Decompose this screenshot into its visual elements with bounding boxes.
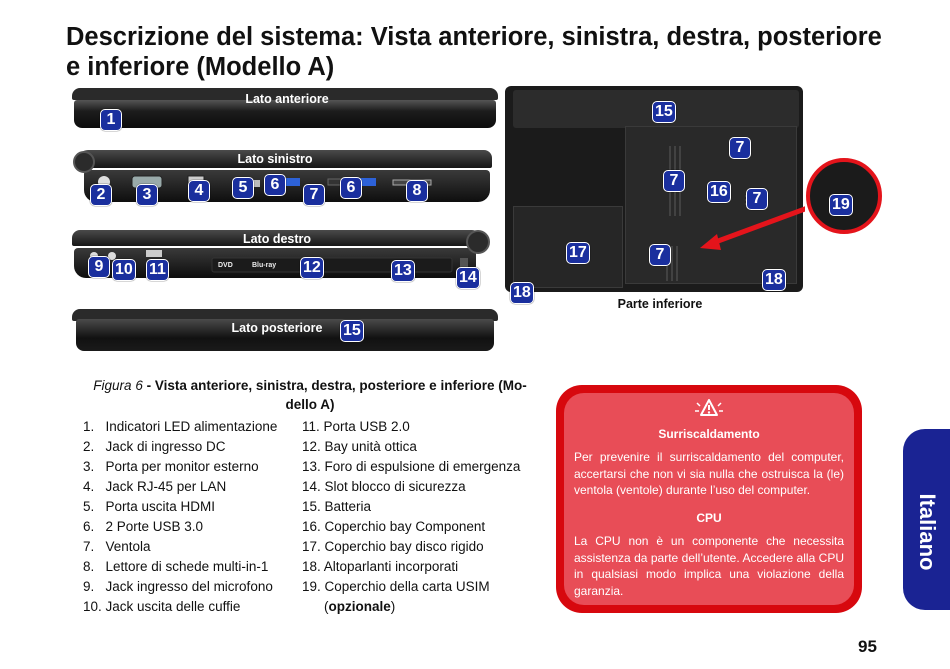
list-item: 8. Lettore di schede multi-in-1 [83, 559, 269, 574]
list-item: 5. Porta uscita HDMI [83, 499, 216, 514]
overheating-title: Surriscaldamento [658, 427, 760, 441]
list-item: 17. Coperchio bay disco rigido [302, 539, 484, 554]
list-item: 1. Indicatori LED alimentazione [83, 419, 278, 434]
callout-14: 14 [456, 267, 480, 289]
list-item: 18. Altoparlanti incorporati [302, 559, 459, 574]
callout-6: 6 [264, 174, 286, 196]
callout-7b: 7 [729, 137, 751, 159]
page-number: 95 [858, 637, 877, 656]
list-item: 13. Foro di espulsione di emergenza [302, 459, 521, 474]
callout-7e: 7 [649, 244, 671, 266]
callout-3: 3 [136, 184, 158, 206]
rear-view-figure [72, 309, 498, 355]
bottom-view-label: Parte inferiore [617, 297, 703, 311]
callout-18b: 18 [510, 282, 534, 304]
callout-5: 5 [232, 177, 254, 199]
list-item: 16. Coperchio bay Component [302, 519, 486, 534]
list-item: 15. Batteria [302, 499, 372, 514]
cpu-title: CPU [696, 511, 722, 525]
cpu-text: La CPU non è un componente che necessita assistenza da parte dell’utente. Accedere alla CPU in qualsiasi modo implica una violazione della garanzia. [574, 534, 844, 598]
list-item: 10. Jack uscita delle cuffie [83, 599, 241, 614]
list-item: 6. 2 Porte USB 3.0 [83, 519, 204, 534]
dvd-logo: DVD [218, 262, 233, 269]
list-item-continued: (opzionale) [324, 599, 396, 614]
figure-caption: Figura 6 - Vista anteriore, sinistra, destra, posteriore e inferiore (Mo-dello A) [93, 378, 527, 412]
language-tab-label: Italiano [915, 493, 940, 571]
list-item: 3. Porta per monitor esterno [83, 459, 259, 474]
callout-7d: 7 [746, 188, 768, 210]
callout-10: 10 [112, 259, 136, 281]
list-item: 11. Porta USB 2.0 [302, 419, 410, 434]
callout-7: 7 [303, 184, 325, 206]
legend-list-1 [83, 417, 277, 617]
bluray-logo: Blu-ray [252, 262, 277, 269]
callout-7c: 7 [663, 170, 685, 192]
callout-9: 9 [88, 256, 110, 278]
callout-8: 8 [406, 180, 428, 202]
callout-11: 11 [146, 259, 169, 281]
callout-18: 18 [762, 269, 786, 291]
callout-4: 4 [188, 180, 210, 202]
overheating-text: Per prevenire il surriscaldamento del computer, accertarsi che non vi sia nulla che ostruisca la (le) ventola (ventole) durante l’uso del computer. [574, 450, 844, 497]
list-item: 7. Ventola [83, 539, 151, 554]
list-item: 2. Jack di ingresso DC [83, 439, 226, 454]
callout-15: 15 [340, 320, 364, 342]
callout-13: 13 [391, 260, 415, 282]
callout-2: 2 [90, 184, 112, 206]
callout-6b: 6 [340, 177, 362, 199]
front-view-label: Lato anteriore [245, 92, 329, 106]
list-item: 14. Slot blocco di sicurezza [302, 479, 466, 494]
list-item: 9. Jack ingresso del microfono [83, 579, 273, 594]
warning-box [556, 385, 862, 613]
list-item: 19. Coperchio della carta USIM [302, 579, 490, 594]
list-item: 4. Jack RJ-45 per LAN [83, 479, 227, 494]
warning-icon [691, 397, 727, 423]
rear-view-label: Lato posteriore [231, 321, 323, 335]
callout-19: 19 [829, 194, 853, 216]
language-tab [903, 429, 950, 610]
right-view-label: Lato destro [242, 232, 312, 246]
callout-17: 17 [566, 242, 590, 264]
legend-list-2 [302, 417, 520, 617]
callout-1: 1 [100, 109, 122, 131]
callout-16: 16 [707, 181, 731, 203]
callout-12: 12 [300, 257, 324, 279]
left-view-label: Lato sinistro [237, 152, 313, 166]
page-title: Descrizione del sistema: Vista anteriore, sinistra, destra, posteriore e inferiore (Modello A) [66, 23, 882, 81]
list-item: 12. Bay unità ottica [302, 439, 417, 454]
callout-15b: 15 [652, 101, 676, 123]
front-view-figure [72, 88, 498, 132]
